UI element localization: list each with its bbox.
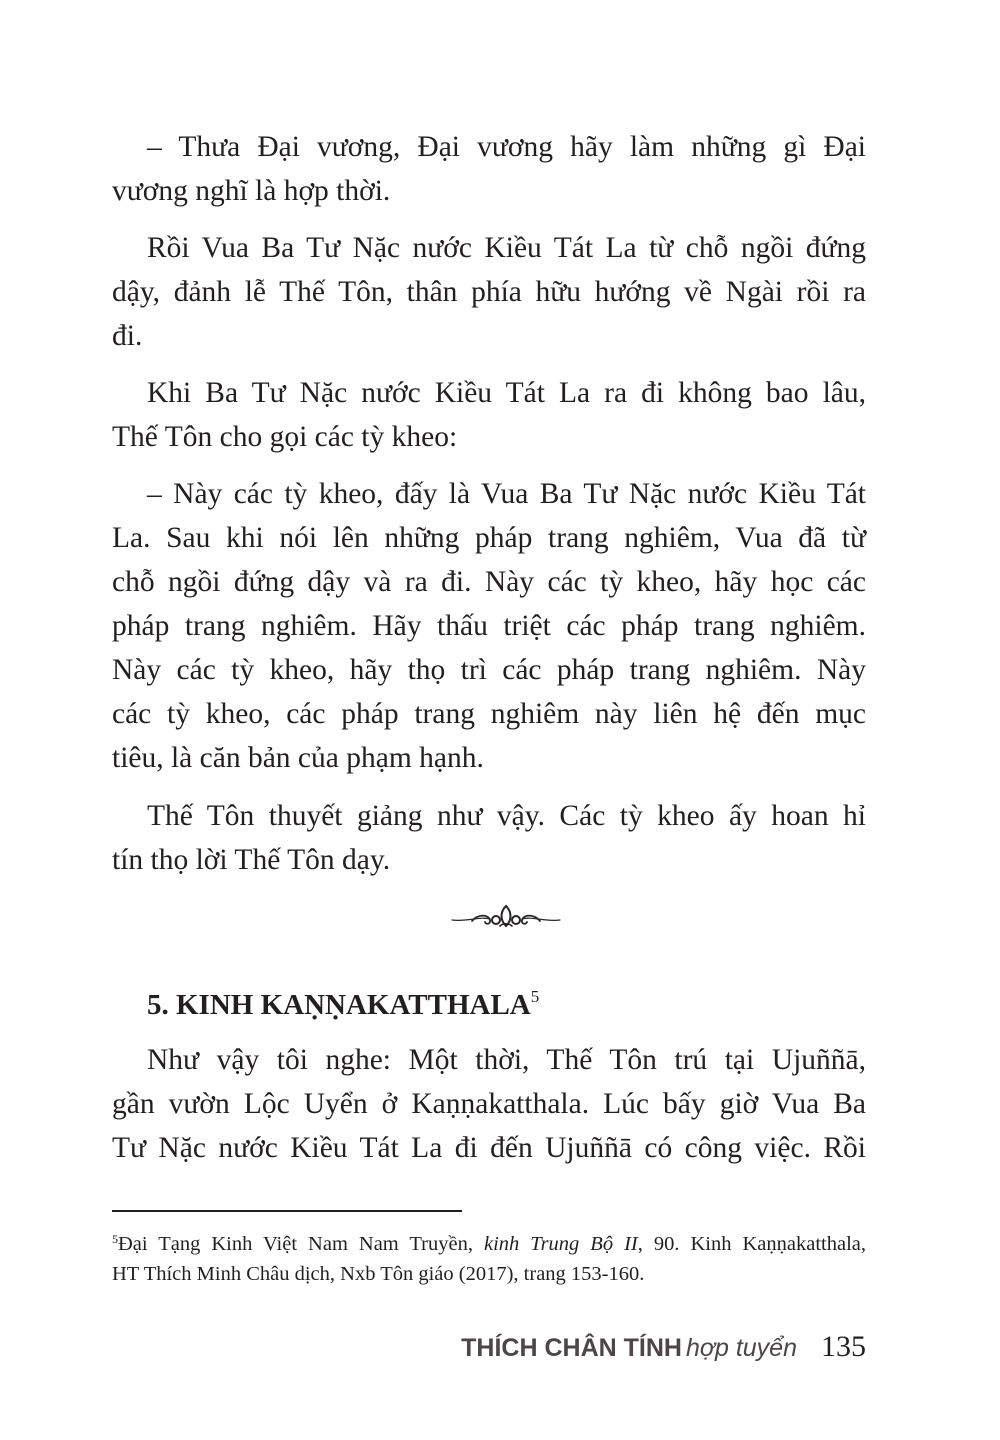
footnote-divider bbox=[112, 1210, 462, 1212]
body-line: – Này các tỳ kheo, đấy là Vua Ba Tư Nặc nước Kiều Tát bbox=[147, 478, 866, 510]
footnote-text: Đại Tạng Kinh Việt Nam Nam Truyền, bbox=[118, 1233, 484, 1255]
body-line: vương nghĩ là hợp thời. bbox=[112, 175, 391, 207]
footnote-italic-title: kinh Trung Bộ II bbox=[484, 1233, 638, 1255]
body-line: gần vườn Lộc Uyển ở Kaṇṇakatthala. Lúc bấy giờ Vua Ba bbox=[112, 1088, 866, 1120]
body-line: pháp trang nghiêm. Hãy thấu triệt các pháp trang nghiêm. bbox=[112, 610, 866, 642]
footnote-line: HT Thích Minh Châu dịch, Nxb Tôn giáo (2017), trang 153-160. bbox=[112, 1263, 645, 1285]
footnote-marker: 5 bbox=[112, 1232, 118, 1246]
body-line: tín thọ lời Thế Tôn dạy. bbox=[112, 844, 391, 876]
scroll-flourish-icon bbox=[450, 902, 562, 934]
footer-subtitle: hợp tuyển bbox=[685, 1334, 797, 1362]
body-line: Này các tỳ kheo, hãy thọ trì các pháp trang nghiêm. Này bbox=[112, 654, 866, 686]
body-line: Khi Ba Tư Nặc nước Kiều Tát La ra đi không bao lâu, bbox=[147, 377, 866, 409]
footnote-text: , 90. Kinh Kaṇṇakatthala, bbox=[637, 1233, 867, 1255]
body-line: Tư Nặc nước Kiều Tát La đi đến Ujuññā có công việc. Rồi bbox=[112, 1132, 866, 1164]
body-line: Như vậy tôi nghe: Một thời, Thế Tôn trú tại Ujuññā, bbox=[147, 1044, 866, 1076]
page-footer bbox=[461, 1325, 866, 1374]
body-line: tiêu, là căn bản của phạm hạnh. bbox=[112, 742, 484, 774]
page-number: 135 bbox=[821, 1330, 866, 1363]
body-line: Thế Tôn cho gọi các tỳ kheo: bbox=[112, 421, 458, 453]
body-line: La. Sau khi nói lên những pháp trang nghiêm, Vua đã từ bbox=[112, 522, 866, 554]
footnote-line bbox=[112, 1229, 866, 1259]
body-line: chỗ ngồi đứng dậy và ra đi. Này các tỳ kheo, hãy học các bbox=[112, 566, 866, 598]
body-line: Thế Tôn thuyết giảng như vậy. Các tỳ kheo ấy hoan hỉ bbox=[147, 800, 866, 832]
body-line: – Thưa Đại vương, Đại vương hãy làm những gì Đại bbox=[147, 131, 866, 163]
body-line: các tỳ kheo, các pháp trang nghiêm này liên hệ đến mục bbox=[112, 698, 866, 730]
section-heading bbox=[147, 983, 539, 1027]
section-title: 5. KINH KAṆṆAKATTHALA bbox=[147, 989, 531, 1021]
footer-author: THÍCH CHÂN TÍNH bbox=[461, 1334, 682, 1362]
body-line: đi. bbox=[112, 320, 143, 352]
body-line: Rồi Vua Ba Tư Nặc nước Kiều Tát La từ chỗ ngồi đứng bbox=[147, 232, 866, 264]
footnote-reference[interactable]: 5 bbox=[530, 987, 540, 1006]
body-line: dậy, đảnh lễ Thế Tôn, thân phía hữu hướng về Ngài rồi ra bbox=[112, 276, 866, 308]
